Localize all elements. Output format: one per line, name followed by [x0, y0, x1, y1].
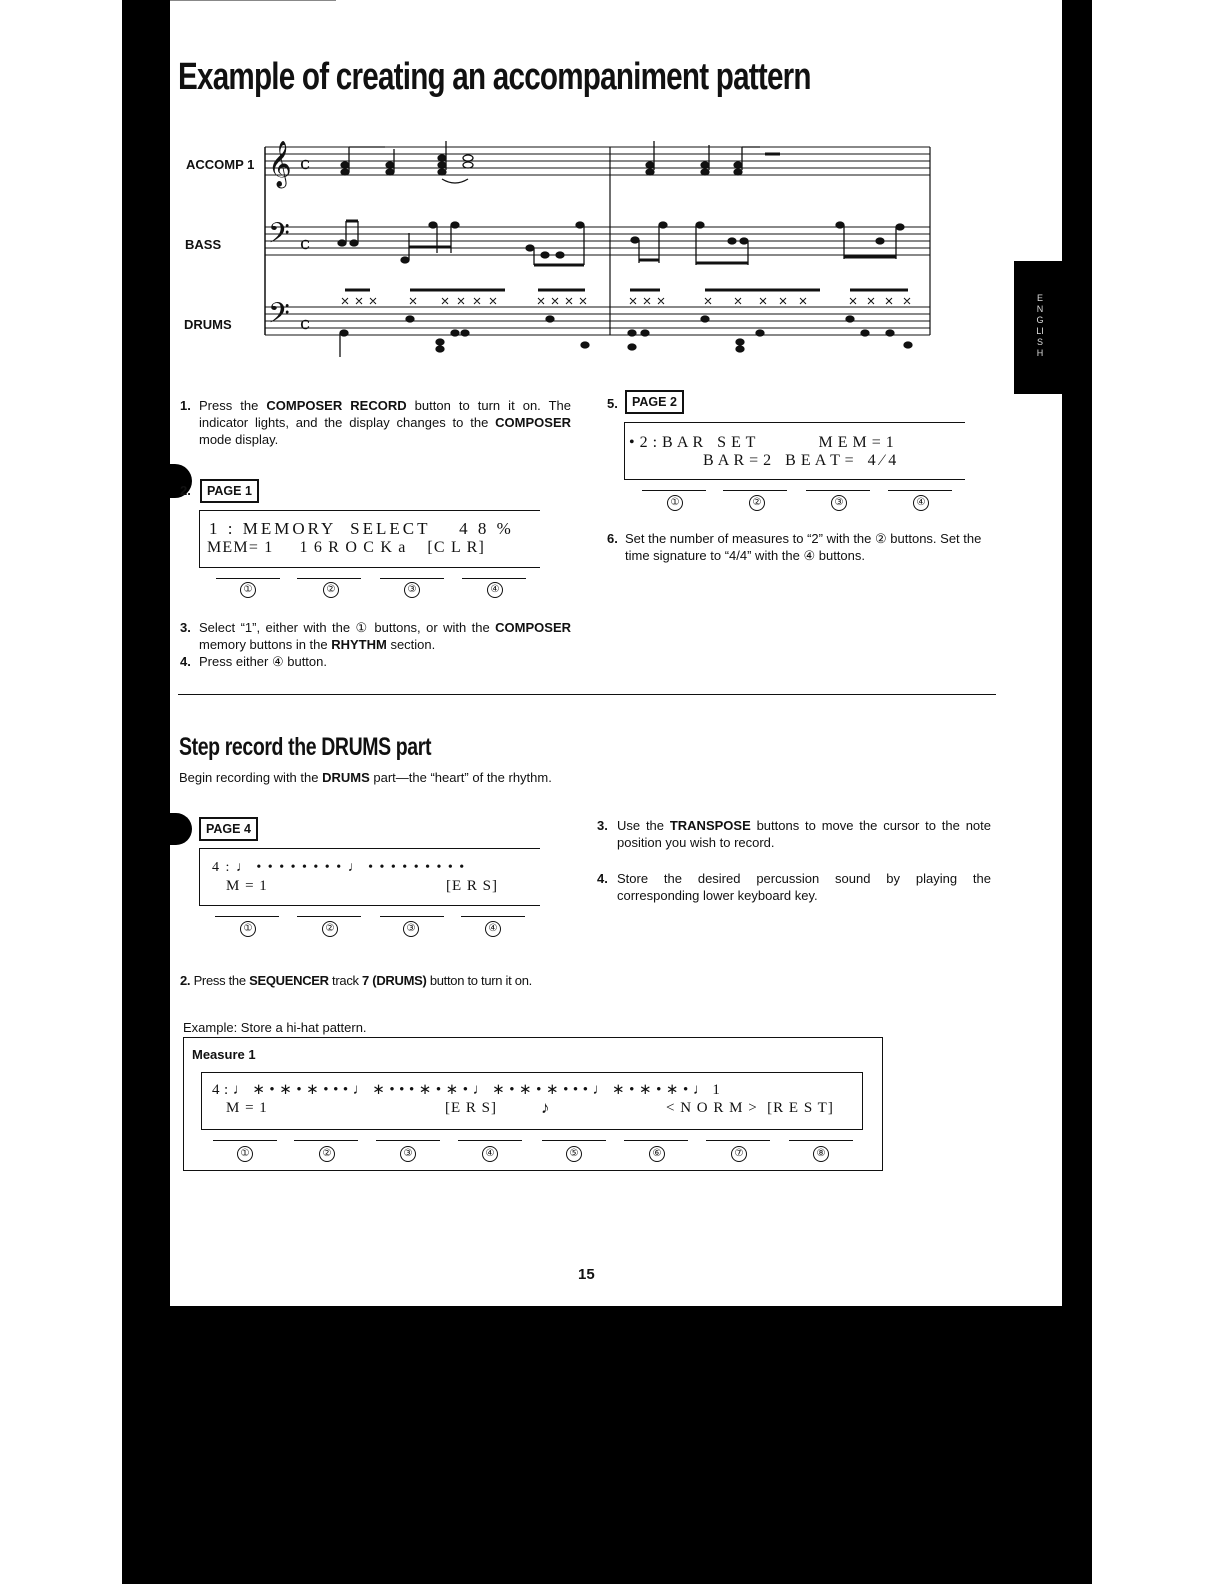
step-3: 3. Select “1”, either with the ① buttons, or with the COMPOSER memory buttons in the RHYTHM section. [180, 620, 571, 652]
knob-line-p4-3 [380, 916, 444, 917]
staff-label-accomp: ACCOMP 1 [186, 157, 255, 172]
knob-label-2: ② [323, 582, 339, 598]
knob-line-p2-1 [642, 490, 706, 491]
lcd-page-4-line-2-right: [E R S] [446, 878, 498, 894]
measure-knob-line-3 [376, 1140, 440, 1141]
page-number: 15 [578, 1266, 595, 1283]
measure-lcd-line-2-mid: [E R S] [445, 1100, 497, 1116]
step-6: 6. Set the number of measures to “2” with the ② buttons. Set the time signature to “4/4” with the ④ buttons. [607, 531, 982, 563]
knob-label-p4-4: ④ [485, 921, 501, 937]
measure-knob-label-4: ④ [482, 1146, 498, 1162]
measure-title: Measure 1 [192, 1047, 256, 1062]
svg-text:𝄢: 𝄢 [268, 297, 290, 337]
step-2-number: 2. [180, 483, 191, 498]
music-score [260, 135, 935, 360]
knob-line-4 [462, 578, 526, 579]
staff-label-bass: BASS [185, 237, 222, 252]
knob-label-p2-1: ① [667, 495, 683, 511]
drums-step-2: 2. Press the SEQUENCER track 7 (DRUMS) button to turn it on. [180, 973, 532, 988]
knob-label-1: ① [240, 582, 256, 598]
measure-knob-line-4 [458, 1140, 522, 1141]
knob-line-p4-4 [461, 916, 525, 917]
measure-knob-line-1 [213, 1140, 277, 1141]
measure-knob-line-8 [789, 1140, 853, 1141]
measure-box [183, 1037, 883, 1171]
measure-lcd-line-2-right: < N O R M > [R E S T] [666, 1100, 834, 1116]
measure-knob-label-2: ② [319, 1146, 335, 1162]
svg-text:𝄢: 𝄢 [268, 217, 290, 257]
drums-step-3: 3. Use the TRANSPOSE buttons to move the cursor to the note position you wish to record. [597, 818, 991, 850]
knob-label-p4-1: ① [240, 921, 256, 937]
svg-text:c: c [300, 233, 311, 254]
language-tab-label: ENGLISH [1036, 293, 1044, 358]
drums-intro: Begin recording with the DRUMS part—the “heart” of the rhythm. [179, 770, 552, 785]
page-4-tag: PAGE 4 [199, 817, 258, 841]
staff-label-drums: DRUMS [184, 317, 232, 332]
measure-knob-label-8: ⑧ [813, 1146, 829, 1162]
measure-lcd-line-2-left: M = 1 [226, 1100, 268, 1116]
measure-lcd-line-2-note: ♪ [541, 1098, 550, 1117]
lcd-page-1-line-1: 1 : MEMORY SELECT 4 8 % [209, 519, 514, 538]
page-title: Example of creating an accompaniment pattern [178, 56, 811, 98]
bottom-black-margin [122, 1306, 1092, 1584]
step-4: 4. Press either ④ button. [180, 654, 327, 669]
measure-lcd-line-1: 4 : ♩ ∗ • ∗ • ∗ • • • ♩ ∗ • • • ∗ • ∗ • ♩ ∗ • ∗ • ∗ • • • ♩ ∗ • ∗ • ∗ • ♩ 1 [212, 1082, 721, 1098]
measure-knob-label-3: ③ [400, 1146, 416, 1162]
knob-line-p4-1 [215, 916, 279, 917]
knob-line-1 [216, 578, 280, 579]
knob-line-p2-4 [888, 490, 952, 491]
drums-step-4: 4. Store the desired percussion sound by playing the corresponding lower keyboard key. [597, 871, 991, 903]
lcd-page-2-line-1: • 2 : B A R S E T M E M = 1 [629, 434, 895, 451]
staff-drums [265, 307, 930, 335]
top-left-rule [170, 0, 336, 1]
knob-line-p2-3 [806, 490, 870, 491]
lcd-page-4-line-2-left: M = 1 [226, 878, 268, 894]
measure-knob-label-6: ⑥ [649, 1146, 665, 1162]
measure-lcd [201, 1072, 863, 1130]
knob-line-3 [380, 578, 444, 579]
page-2-tag: PAGE 2 [625, 390, 684, 414]
lcd-page-2-line-2: B A R = 2 B E A T = 4 ∕ 4 [703, 452, 897, 469]
measure-knob-line-5 [542, 1140, 606, 1141]
lcd-page-4-line-1: 4 : ♩ • • • • • • • • ♩ • • • • • • • • • [212, 860, 466, 875]
knob-line-2 [297, 578, 361, 579]
knob-label-p4-3: ③ [403, 921, 419, 937]
measure-knob-line-7 [706, 1140, 770, 1141]
section-divider [178, 694, 996, 695]
knob-label-4: ④ [487, 582, 503, 598]
lcd-page-4 [199, 848, 540, 906]
lcd-page-1-line-2: MEM= 1 1 6 R O C K a [C L R] [207, 539, 485, 556]
page-4-bullet [168, 813, 192, 845]
staff-accomp [265, 147, 930, 175]
svg-text:c: c [300, 313, 311, 334]
knob-label-p2-2: ② [749, 495, 765, 511]
measure-knob-label-7: ⑦ [731, 1146, 747, 1162]
measure-knob-label-5: ⑤ [566, 1146, 582, 1162]
step-1: 1. Press the COMPOSER RECORD button to turn it on. The indicator lights, and the display changes to the COMPOSER mode display. [180, 398, 572, 447]
drums-section-title: Step record the DRUMS part [179, 733, 432, 761]
lcd-page-2 [624, 422, 965, 480]
page-1-tag: PAGE 1 [200, 479, 259, 503]
staff-bass [265, 227, 930, 255]
knob-label-3: ③ [404, 582, 420, 598]
language-side-tab [1014, 261, 1062, 394]
measure-knob-line-6 [624, 1140, 688, 1141]
svg-text:𝄞: 𝄞 [268, 141, 292, 187]
knob-label-p4-2: ② [322, 921, 338, 937]
knob-line-p2-2 [723, 490, 787, 491]
knob-label-p2-4: ④ [913, 495, 929, 511]
knob-line-p4-2 [297, 916, 361, 917]
step-5-number: 5. [607, 396, 618, 411]
measure-knob-label-1: ① [237, 1146, 253, 1162]
svg-text:c: c [300, 153, 311, 174]
measure-knob-line-2 [294, 1140, 358, 1141]
knob-label-p2-3: ③ [831, 495, 847, 511]
example-caption: Example: Store a hi-hat pattern. [183, 1020, 367, 1035]
lcd-page-1 [199, 510, 540, 568]
